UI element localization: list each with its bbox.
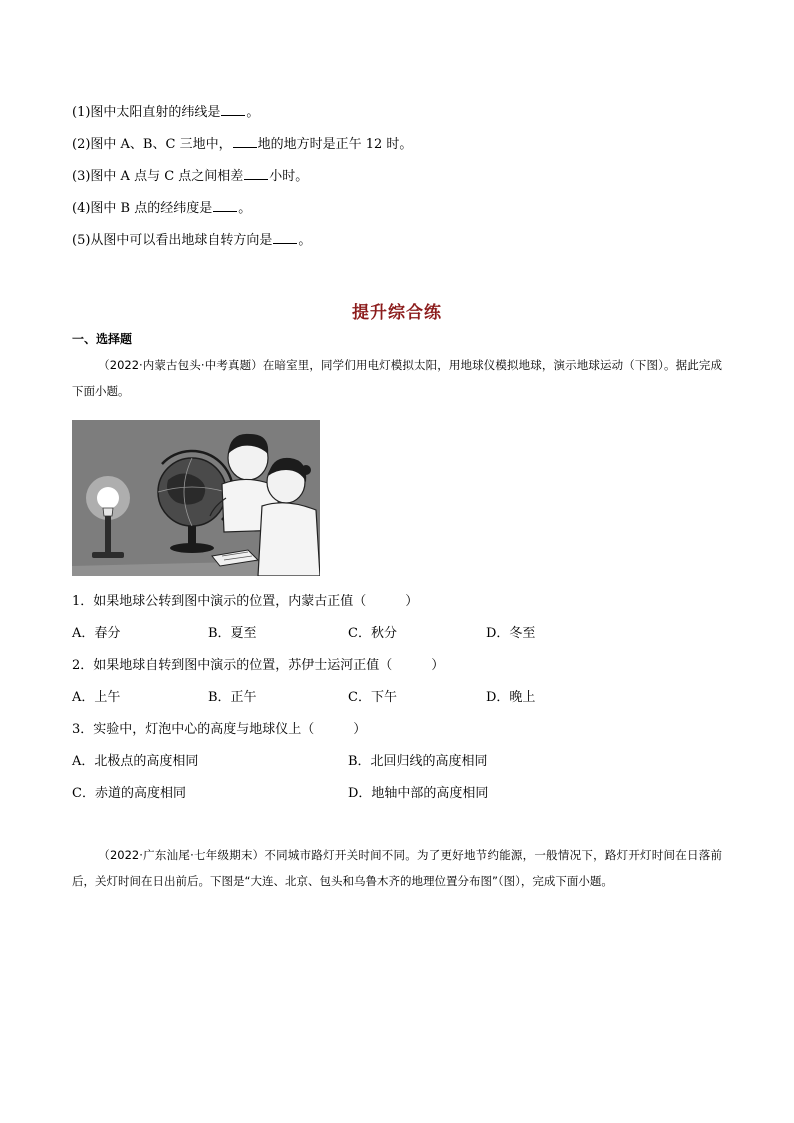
intro-question-3 [72, 168, 308, 185]
question-text: 。 [298, 233, 312, 248]
question-text: 。 [238, 201, 252, 216]
question-3-option-a[interactable]: A．北极点的高度相同 [72, 754, 199, 769]
question-text: (4)图中 B 点的经纬度是 [72, 201, 213, 216]
question-text: (2)图中 A、B、C 三地中， [72, 137, 232, 152]
sub-title: 一、选择题 [72, 332, 133, 346]
question-3-option-c[interactable]: C．赤道的高度相同 [72, 786, 186, 801]
question-1-option-d[interactable]: D．冬至 [486, 626, 536, 641]
question-text: (5)从图中可以看出地球自转方向是 [72, 233, 273, 248]
question-2-option-d[interactable]: D．晚上 [486, 690, 536, 705]
question-text: 地的地方时是正午 12 时。 [257, 137, 413, 152]
intro-question-1 [72, 104, 259, 121]
question-text: (3)图中 A 点与 C 点之间相差 [72, 169, 244, 184]
question-1-option-b[interactable]: B．夏至 [208, 626, 257, 641]
answer-blank [213, 200, 237, 212]
question-3-stem: 3．实验中，灯泡中心的高度与地球仪上（ ） [72, 722, 367, 737]
question-2-stem: 2．如果地球自转到图中演示的位置，苏伊士运河正值（ ） [72, 658, 445, 673]
question-2-option-a[interactable]: A．上午 [72, 690, 121, 705]
question-text: 小时。 [269, 169, 309, 184]
question-text: (1)图中太阳直射的纬线是 [72, 105, 221, 120]
passage-2 [72, 842, 722, 894]
question-text: 。 [246, 105, 260, 120]
answer-blank [233, 136, 257, 148]
passage-text: （2022·广东汕尾·七年级期末）不同城市路灯开关时间不同。为了更好地节约能源，一般情况下，路灯开灯时间在日落前后，关灯时间在日出前后。下图是“大连、北京、包头和乌鲁木齐的地理位置分布图”（图），完成下面小题。 [72, 848, 722, 888]
section-title: 提升综合练 [352, 303, 442, 323]
question-3-option-d[interactable]: D．地轴中部的高度相同 [348, 786, 489, 801]
answer-blank [273, 232, 297, 244]
intro-question-4 [72, 200, 251, 217]
question-1-option-a[interactable]: A．春分 [72, 626, 121, 641]
passage-1 [72, 352, 722, 404]
question-2-option-b[interactable]: B．正午 [208, 690, 257, 705]
question-1-option-c[interactable]: C．秋分 [348, 626, 397, 641]
intro-question-2 [72, 136, 412, 153]
globe-lamp-illustration [72, 420, 320, 576]
passage-text: （2022·内蒙古包头·中考真题）在暗室里，同学们用电灯模拟太阳，用地球仪模拟地球，演示地球运动（下图）。据此完成下面小题。 [72, 358, 722, 398]
answer-blank [221, 104, 245, 116]
answer-blank [244, 168, 268, 180]
intro-question-5 [72, 232, 311, 249]
question-3-option-b[interactable]: B．北回归线的高度相同 [348, 754, 488, 769]
question-1-stem: 1．如果地球公转到图中演示的位置，内蒙古正值（ ） [72, 594, 419, 609]
question-2-option-c[interactable]: C．下午 [348, 690, 397, 705]
